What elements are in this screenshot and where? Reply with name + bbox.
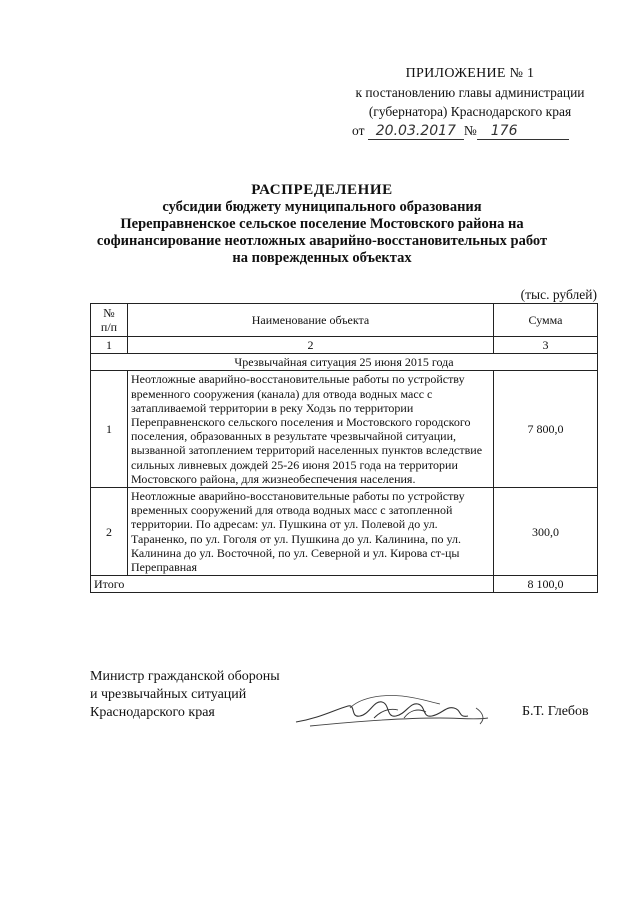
document-title: РАСПРЕДЕЛЕНИЕ	[251, 182, 393, 198]
table-row	[91, 371, 598, 488]
column-number-3: 3	[494, 337, 598, 354]
annex-line-1: к постановлению главы администрации	[355, 85, 585, 100]
total-sum: 8 100,0	[494, 576, 598, 593]
from-label: от	[352, 123, 365, 138]
handwritten-date: 20.03.2017	[368, 123, 464, 140]
row-object-name: Неотложные аварийно-восстановительные работы по устройству временного сооружения (канала) для отвода водных масс с затапливаемой территории в реку Ходзь по территории Переправненского сельского поселения и Мостовского городского поселения, образованных в результате чрезвычайной ситуации, вызванной затоплением территорий населенных пунктов вследствие сильных ливневых дождей 25-26 июня 2015 года на территории Мостовского района, для жизнеобеспечения населения.	[128, 371, 494, 488]
signatory-line-1: Министр гражданской обороны	[90, 669, 280, 684]
row-number: 2	[91, 488, 128, 576]
signatory-name: Б.Т. Глебов	[522, 704, 589, 719]
header-sum-cell: Сумма	[494, 304, 598, 337]
document-heading	[96, 182, 548, 267]
row-number: 1	[91, 371, 128, 488]
signatory-line-3: Краснодарского края	[90, 705, 215, 720]
number-label: №	[463, 123, 477, 138]
annex-block	[340, 64, 600, 140]
signatory-line-2: и чрезвычайных ситуаций	[90, 687, 247, 702]
signatory-title	[90, 668, 280, 722]
handwritten-signature	[290, 688, 500, 736]
header-num-line-1: №	[103, 305, 115, 320]
heading-line-1: субсидии бюджету муниципального образования	[162, 199, 482, 215]
table-row	[91, 488, 598, 576]
column-number-2: 2	[128, 337, 494, 354]
annex-date-line	[340, 121, 600, 140]
row-sum: 300,0	[494, 488, 598, 576]
header-num-cell	[91, 304, 128, 337]
heading-line-3: софинансирование неотложных аварийно-восстановительных работ	[96, 233, 548, 249]
header-num-line-2: п/п	[100, 320, 118, 334]
table-header-row	[91, 304, 598, 337]
heading-line-4: на поврежденных объектах	[232, 250, 412, 266]
annex-line-2: (губернатора) Краснодарского края	[368, 104, 572, 119]
total-label: Итого	[91, 576, 494, 593]
header-name-cell: Наименование объекта	[128, 304, 494, 337]
heading-line-2: Переправненское сельское поселение Мостовского района на	[120, 216, 524, 232]
row-object-name: Неотложные аварийно-восстановительные работы по устройству временных сооружений для отвода водных масс с затопленной территории. По адресам: ул. Пушкина от ул. Полевой до ул. Тараненко, по ул. Гоголя от ул. Пушкина до ул. Калинина, по ул. Калинина до ул. Восточной, по ул. Северной и ул. Кирова ст-цы Переправная	[128, 488, 494, 576]
units-label: (тыс. рублей)	[520, 287, 597, 302]
total-row	[91, 576, 598, 593]
handwritten-number: 176	[477, 123, 569, 140]
column-number-1: 1	[91, 337, 128, 354]
row-sum: 7 800,0	[494, 371, 598, 488]
section-title: Чрезвычайная ситуация 25 июня 2015 года	[91, 354, 598, 371]
distribution-table	[90, 303, 598, 593]
section-row	[91, 354, 598, 371]
annex-title: ПРИЛОЖЕНИЕ № 1	[405, 66, 535, 81]
column-number-row	[91, 337, 598, 354]
